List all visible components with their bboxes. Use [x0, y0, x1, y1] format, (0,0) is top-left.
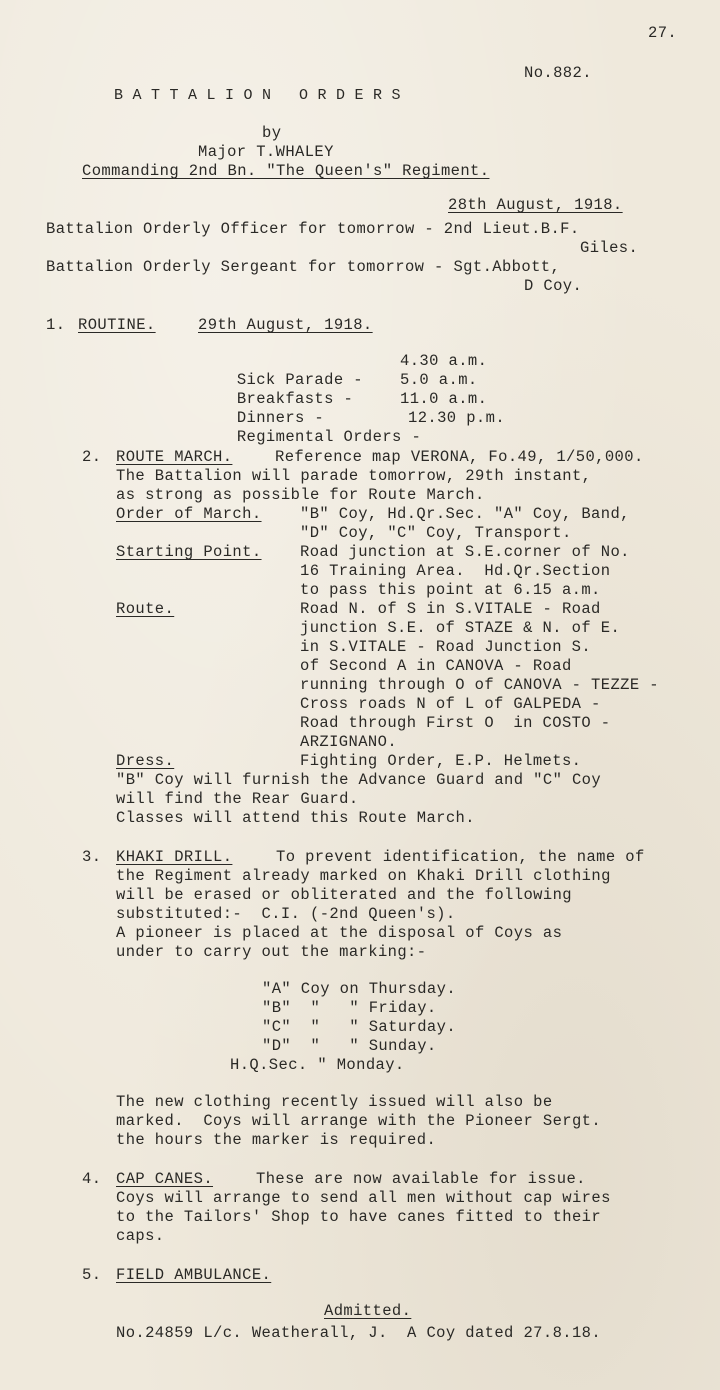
field-ambulance-heading: FIELD AMBULANCE.: [116, 1266, 272, 1284]
route-text: junction S.E. of STAZE & N. of E.: [300, 619, 621, 637]
marking-row: "B" " " Friday.: [262, 999, 437, 1017]
order-date: 28th August, 1918.: [448, 196, 623, 214]
route-text: in S.VITALE - Road Junction S.: [300, 638, 592, 656]
guard-text: "B" Coy will furnish the Advance Guard and "C" Coy: [116, 771, 602, 789]
cap-canes-text: caps.: [116, 1227, 165, 1245]
admitted-entry: No.24859 L/c. Weatherall, J. A Coy dated 27.8.18.: [116, 1324, 602, 1342]
cap-canes-text: to the Tailors' Shop to have canes fitted to their: [116, 1208, 602, 1226]
commanding-line: Commanding 2nd Bn. "The Queen's" Regiment.: [82, 162, 490, 180]
route-text: ARZIGNANO.: [300, 733, 398, 751]
route-march-intro: as strong as possible for Route March.: [116, 486, 485, 504]
route-text: Cross roads N of L of GALPEDA -: [300, 695, 601, 713]
page-number: 27.: [648, 24, 678, 42]
field-ambulance-number: 5.: [82, 1266, 102, 1284]
page-title: BATTALION ORDERS: [114, 87, 411, 104]
admitted-subheading: Admitted.: [324, 1302, 412, 1320]
cap-canes-number: 4.: [82, 1170, 102, 1188]
route-march-heading: ROUTE MARCH.: [116, 448, 233, 466]
marking-row: "C" " " Saturday.: [262, 1018, 457, 1036]
commander-name: Major T.WHALEY: [198, 143, 334, 161]
khaki-drill-note: The new clothing recently issued will also be: [116, 1093, 553, 1111]
route-march-number: 2.: [82, 448, 102, 466]
schedule-item: Breakfasts -: [236, 390, 354, 408]
schedule-item: Sick Parade -: [236, 371, 363, 389]
starting-point-text: to pass this point at 6.15 a.m.: [300, 581, 601, 599]
khaki-drill-text: under to carry out the marking:-: [116, 943, 427, 961]
order-number: No.882.: [524, 64, 592, 82]
khaki-drill-number: 3.: [82, 848, 102, 866]
khaki-drill-text: substituted:- C.I. (-2nd Queen's).: [116, 905, 456, 923]
route-text: running through O of CANOVA - TEZZE -: [300, 676, 659, 694]
cap-canes-text: These are now available for issue.: [256, 1170, 586, 1188]
by-line: by: [262, 124, 282, 142]
khaki-drill-text: will be erased or obliterated and the following: [116, 886, 572, 904]
classes-text: Classes will attend this Route March.: [116, 809, 475, 827]
route-text: Road through First O in COSTO -: [300, 714, 611, 732]
order-of-march-label: Order of March.: [116, 505, 262, 523]
marking-row: H.Q.Sec. " Monday.: [230, 1056, 405, 1074]
schedule-time: 12.30 p.m.: [408, 409, 506, 427]
schedule-time: 5.0 a.m.: [400, 371, 478, 389]
route-label: Route.: [116, 600, 175, 618]
cap-canes-heading: CAP CANES.: [116, 1170, 214, 1188]
orderly-officer: Battalion Orderly Officer for tomorrow - 2nd Lieut.B.F.: [46, 220, 580, 238]
routine-date: 29th August, 1918.: [198, 316, 373, 334]
starting-point-text: 16 Training Area. Hd.Qr.Section: [300, 562, 611, 580]
starting-point-text: Road junction at S.E.corner of No.: [300, 543, 630, 561]
guard-text: will find the Rear Guard.: [116, 790, 359, 808]
route-march-intro: The Battalion will parade tomorrow, 29th instant,: [116, 467, 592, 485]
route-text: Road N. of S in S.VITALE - Road: [300, 600, 601, 618]
route-march-intro: Reference map VERONA, Fo.49, 1/50,000.: [275, 448, 644, 466]
routine-number: 1.: [46, 316, 66, 334]
schedule-time: 4.30 a.m.: [400, 352, 488, 370]
khaki-drill-note: marked. Coys will arrange with the Pioneer Sergt.: [116, 1112, 602, 1130]
dress-text: Fighting Order, E.P. Helmets.: [300, 752, 582, 770]
routine-heading: ROUTINE.: [78, 316, 156, 334]
dress-label: Dress.: [116, 752, 175, 770]
cap-canes-text: Coys will arrange to send all men without cap wires: [116, 1189, 611, 1207]
schedule-item: Regimental Orders -: [236, 428, 422, 446]
order-of-march-text: "B" Coy, Hd.Qr.Sec. "A" Coy, Band,: [300, 505, 630, 523]
order-of-march-text: "D" Coy, "C" Coy, Transport.: [300, 524, 572, 542]
schedule-time: 11.0 a.m.: [400, 390, 488, 408]
orderly-officer-cont: Giles.: [580, 239, 639, 257]
khaki-drill-text: A pioneer is placed at the disposal of Coys as: [116, 924, 563, 942]
marking-row: "A" Coy on Thursday.: [262, 980, 457, 998]
khaki-drill-note: the hours the marker is required.: [116, 1131, 437, 1149]
route-text: of Second A in CANOVA - Road: [300, 657, 572, 675]
marking-row: "D" " " Sunday.: [262, 1037, 437, 1055]
orderly-sergeant: Battalion Orderly Sergeant for tomorrow - Sgt.Abbott,: [46, 258, 561, 276]
schedule-item: Dinners -: [236, 409, 325, 427]
khaki-drill-text: To prevent identification, the name of: [276, 848, 645, 866]
khaki-drill-heading: KHAKI DRILL.: [116, 848, 233, 866]
khaki-drill-text: the Regiment already marked on Khaki Drill clothing: [116, 867, 611, 885]
starting-point-label: Starting Point.: [116, 543, 262, 561]
orderly-sergeant-cont: D Coy.: [524, 277, 583, 295]
